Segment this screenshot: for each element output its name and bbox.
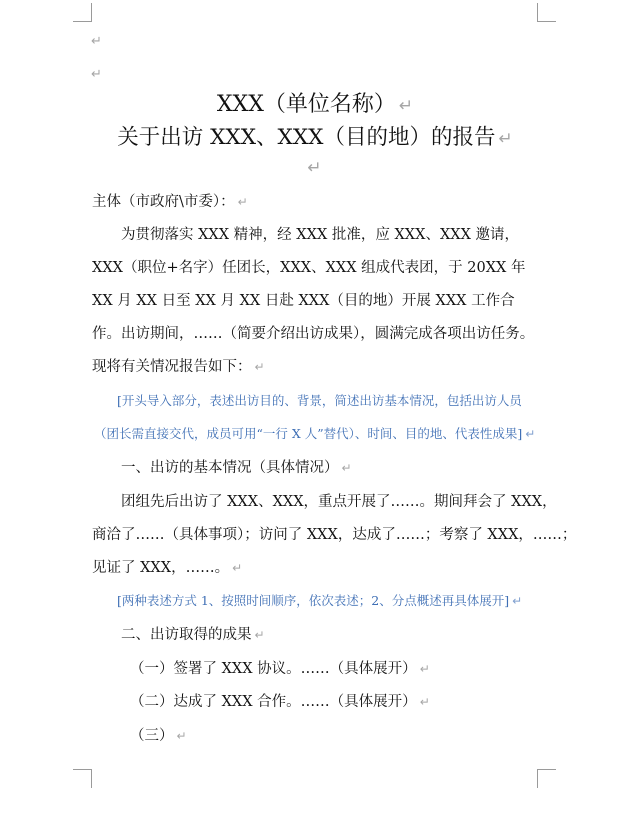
section-heading-text: 一、出访的基本情况（具体情况）: [121, 460, 339, 476]
guide-note-text: [两种表述方式 1、按照时间顺序，依次表述；2、分点概述再具体展开]: [117, 593, 510, 608]
paragraph-mark-icon: ↵: [91, 34, 102, 49]
paragraph-mark-icon: ↵: [498, 129, 513, 149]
intro-line[interactable]: [92, 324, 542, 344]
section-item-text: （一）签署了 XXX 协议。……（具体展开）: [130, 661, 417, 677]
empty-paragraph: [0, 158, 629, 178]
paragraph-mark-icon: ↵: [176, 729, 187, 743]
section-1-line[interactable]: [92, 525, 577, 545]
paragraph-mark-icon: ↵: [419, 662, 430, 676]
empty-paragraph: [91, 30, 102, 49]
intro-text: XX 月 XX 日至 XX 月 XX 日赴 XXX（目的地）开展 XXX 工作合: [92, 293, 515, 309]
intro-line[interactable]: [92, 357, 542, 377]
paragraph-mark-icon: ↵: [232, 561, 243, 575]
paragraph-mark-icon: ↵: [254, 360, 265, 374]
empty-paragraph: [91, 63, 102, 82]
section-item-text: （三）: [130, 728, 174, 744]
section-2-item[interactable]: [130, 692, 580, 712]
paragraph-mark-icon: ↵: [398, 96, 414, 116]
paragraph-mark-icon: ↵: [91, 67, 102, 82]
paragraph-mark-icon: ↵: [419, 695, 430, 709]
section-heading-text: 二、出访取得的成果: [121, 627, 252, 643]
page-corner-mark-bottom-left: [73, 769, 92, 788]
addressee-text: 主体（市政府\市委）：: [92, 194, 235, 210]
section-1-heading[interactable]: [121, 458, 571, 478]
intro-line[interactable]: [92, 258, 542, 278]
section-1-line[interactable]: [92, 558, 542, 578]
title-text: 关于出访 XXX、XXX（目的地）的报告: [117, 125, 496, 150]
intro-text: 作。出访期间，……（简要介绍出访成果），圆满完成各项出访任务。: [92, 326, 535, 342]
page-corner-mark-bottom-right: [537, 769, 556, 788]
intro-text: 为贯彻落实 XXX 精神，经 XXX 批准，应 XXX、XXX 邀请，: [121, 227, 520, 243]
paragraph-mark-icon: ↵: [512, 594, 523, 608]
section-text: 团组先后出访了 XXX、XXX，重点开展了……。期间拜会了 XXX，: [121, 494, 557, 510]
paragraph-mark-icon: ↵: [237, 195, 248, 209]
section-2-item[interactable]: [130, 659, 580, 679]
title-text: XXX（单位名称）: [216, 92, 396, 117]
section-item-text: （二）达成了 XXX 合作。……（具体展开）: [130, 694, 417, 710]
section-text: 见证了 XXX，……。: [92, 560, 230, 576]
section-2-heading[interactable]: [121, 625, 571, 645]
intro-text: XXX（职位+名字）任团长，XXX、XXX 组成代表团，于 20XX 年: [92, 260, 526, 276]
paragraph-mark-icon: ↵: [307, 158, 322, 178]
page-corner-mark-top-right: [537, 3, 556, 22]
section-text: 商洽了……（具体事项）；访问了 XXX，达成了……；考察了 XXX，……；: [92, 527, 577, 543]
intro-line[interactable]: [92, 291, 542, 311]
intro-line[interactable]: [121, 225, 571, 245]
section-1-line[interactable]: [121, 492, 571, 512]
section-2-item[interactable]: [130, 726, 580, 746]
guide-note-text: （团长需直接交代，成员可用“一行 X 人”替代）、时间、目的地、代表性成果]: [94, 426, 523, 441]
page-corner-mark-top-left: [73, 3, 92, 22]
paragraph-mark-icon: ↵: [254, 628, 265, 642]
paragraph-mark-icon: ↵: [341, 461, 352, 475]
intro-text: 现将有关情况报告如下：: [92, 359, 252, 375]
addressee-line[interactable]: [92, 192, 542, 212]
guide-note-line[interactable]: [117, 591, 567, 611]
guide-note-line[interactable]: [94, 424, 544, 444]
document-title-line-2[interactable]: [92, 124, 538, 153]
document-title-line-1[interactable]: [92, 91, 538, 120]
guide-note-line[interactable]: [117, 391, 567, 411]
guide-note-text: [开头导入部分，表述出访目的、背景，简述出访基本情况，包括出访人员: [117, 393, 522, 408]
paragraph-mark-icon: ↵: [525, 427, 536, 441]
